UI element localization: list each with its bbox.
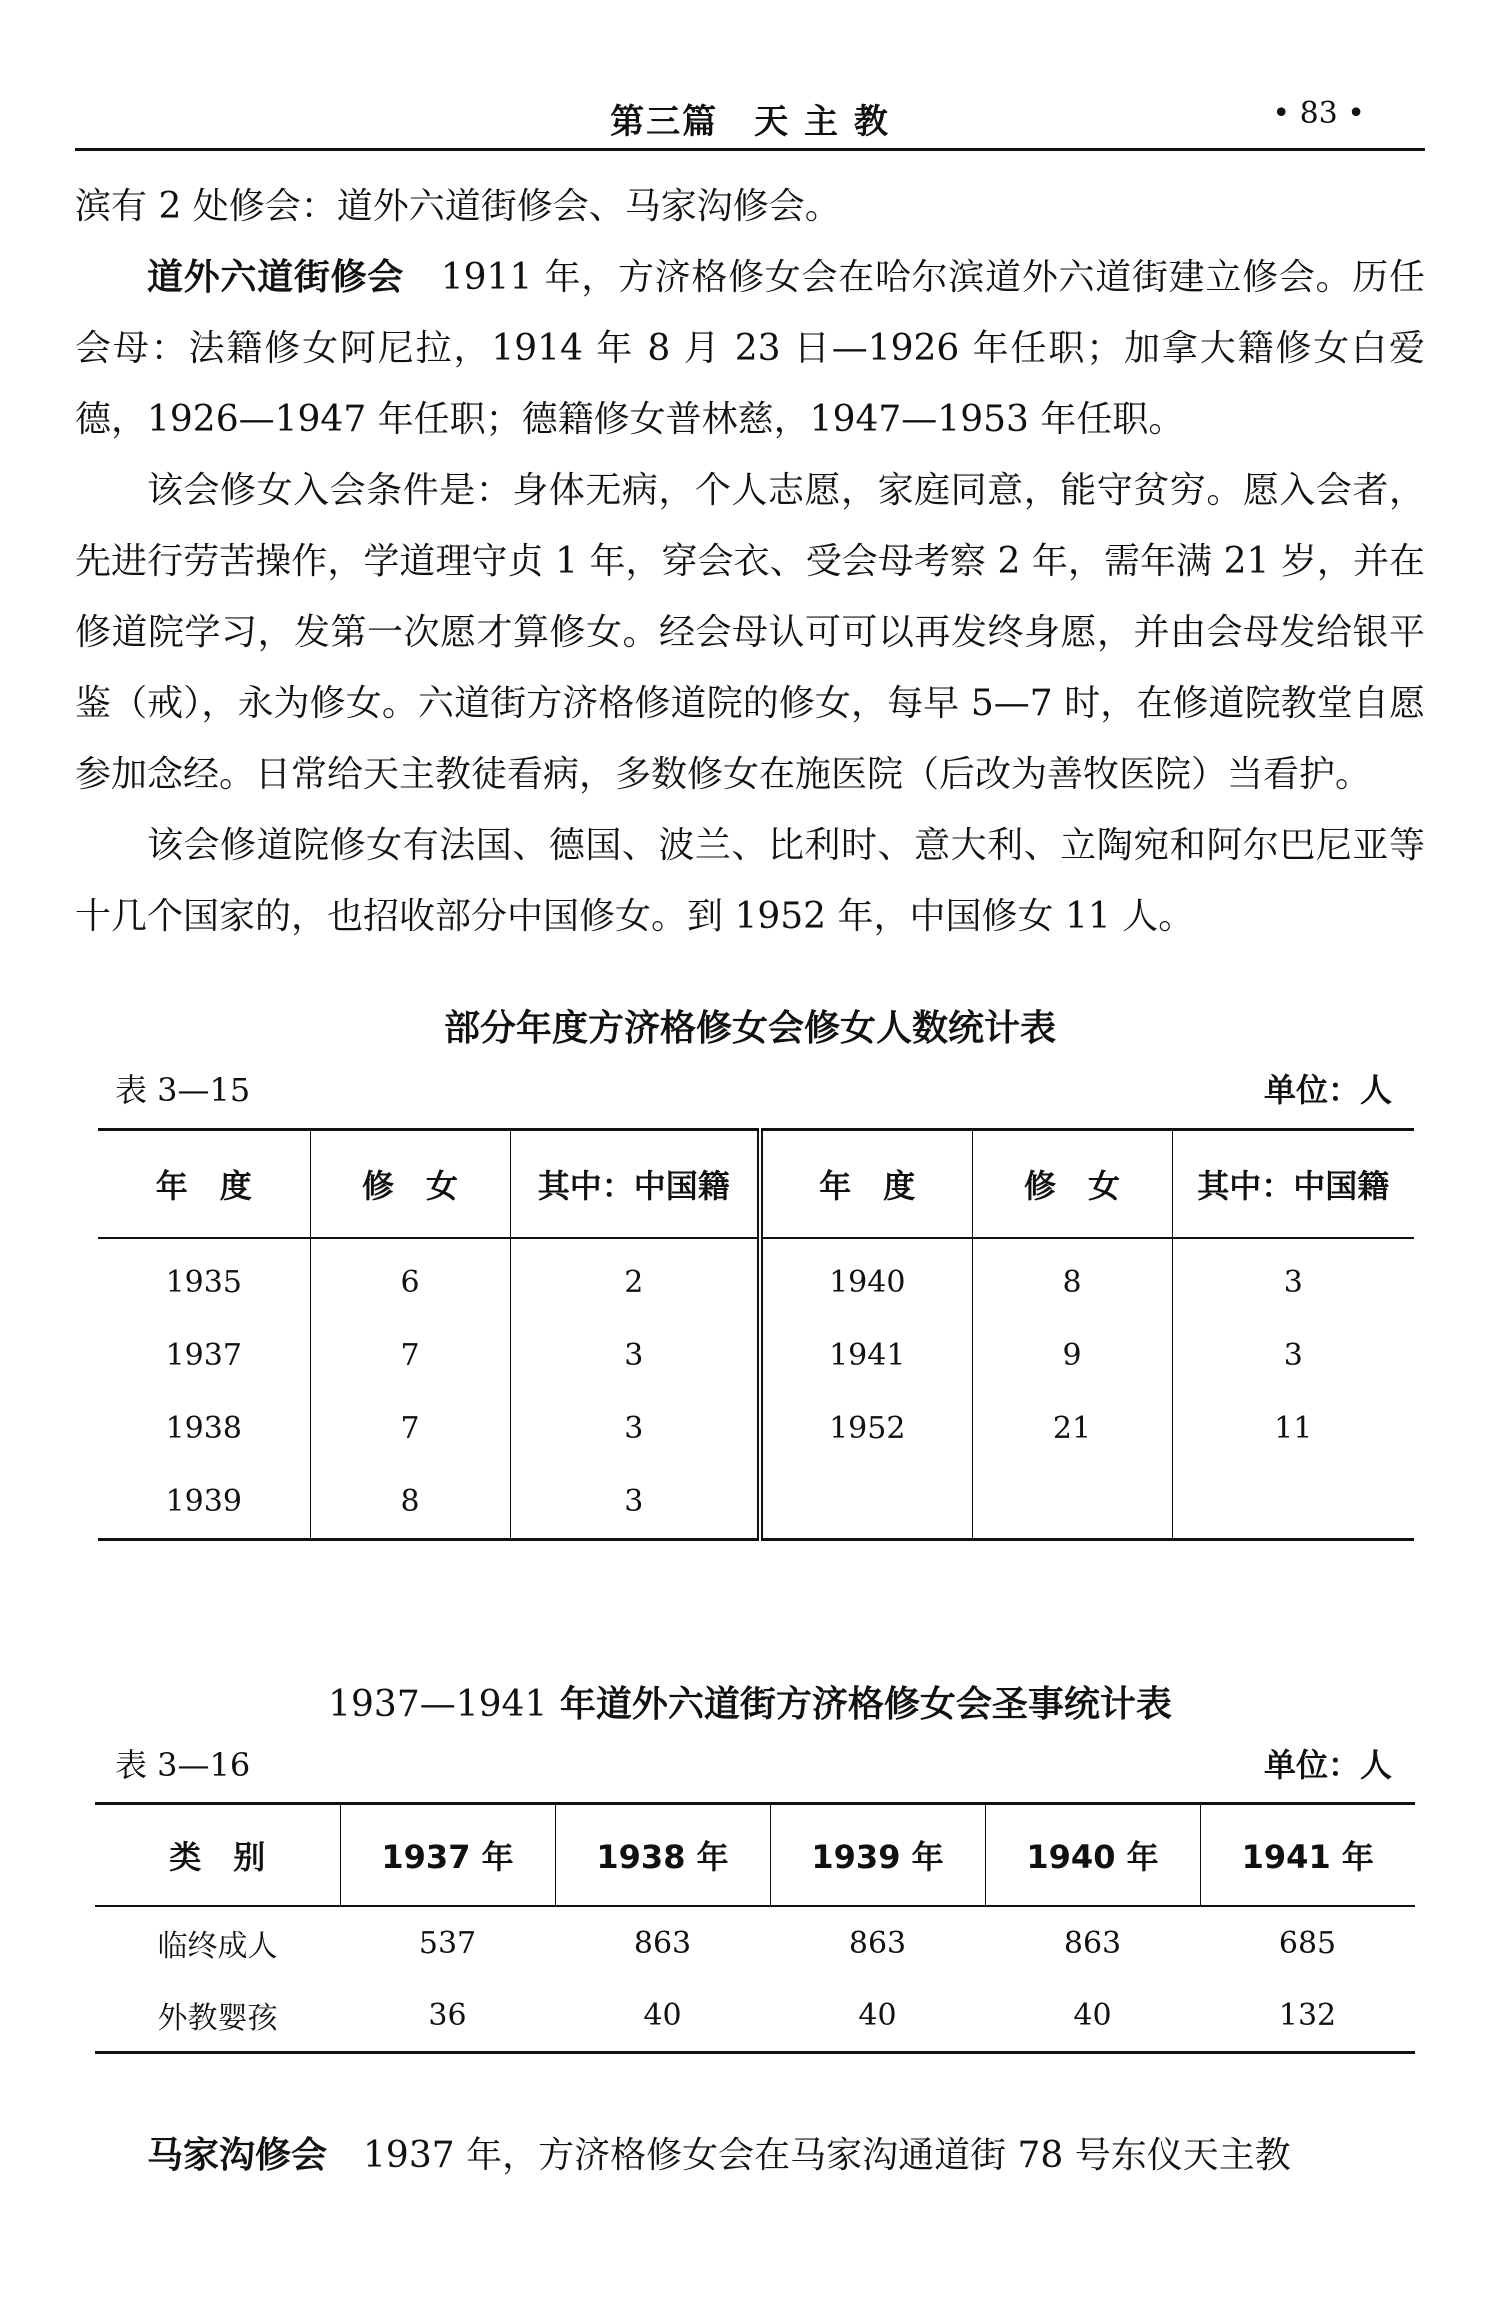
col-header-1939: 1939 年 xyxy=(770,1804,985,1907)
table1-unit: 单位：人 xyxy=(1263,1071,1392,1109)
table-cell: 3 xyxy=(510,1319,760,1392)
table-cell: 1941 xyxy=(760,1319,972,1392)
table-sacraments xyxy=(95,1802,1415,2054)
paragraph-5 xyxy=(75,2120,1425,2191)
page-number: • 83 • xyxy=(1272,96,1365,131)
section-heading-daowai: 道外六道街修会 xyxy=(147,257,405,298)
paragraph-3 xyxy=(75,455,1425,810)
table1-header-row xyxy=(98,1130,1414,1239)
table-cell: 2 xyxy=(510,1238,760,1319)
table-cell: 6 xyxy=(310,1238,510,1319)
table2-title-text: 年道外六道街方济格修女会圣事统计表 xyxy=(547,1684,1172,1725)
col-header-chinese: 其中：中国籍 xyxy=(510,1130,760,1239)
table-cell: 3 xyxy=(510,1465,760,1540)
table2-title-years: 1937—1941 xyxy=(328,1684,548,1725)
table-cell xyxy=(972,1465,1172,1540)
table-cell: 132 xyxy=(1278,1997,1337,2033)
table-cell: 3 xyxy=(510,1392,760,1465)
table-cell: 21 xyxy=(972,1392,1172,1465)
table-row xyxy=(98,1465,1414,1540)
section-heading-majiagou: 马家沟修会 xyxy=(147,2135,328,2176)
paragraph-1 xyxy=(75,171,1425,242)
col-header-1938: 1938 年 xyxy=(555,1804,770,1907)
col-header-1941: 1941 年 xyxy=(1200,1804,1415,1907)
table-cell: 1939 xyxy=(165,1484,242,1519)
table-cell xyxy=(1172,1465,1414,1540)
table2-header-row xyxy=(95,1804,1415,1907)
table-row xyxy=(95,1979,1415,2053)
table-cell: 临终成人 xyxy=(157,1929,278,1964)
table-cell: 863 xyxy=(633,1925,692,1961)
table-cell: 1937 xyxy=(165,1338,242,1373)
table-cell: 8 xyxy=(972,1238,1172,1319)
table-cell: 8 xyxy=(310,1465,510,1540)
table-cell: 3 xyxy=(1172,1238,1414,1319)
body-upper xyxy=(75,171,1425,952)
table-cell: 1938 xyxy=(165,1411,242,1446)
table-cell: 1935 xyxy=(165,1265,242,1300)
table2-title xyxy=(0,1676,1500,1727)
table-cell: 40 xyxy=(858,1997,897,2033)
table-cell: 1940 xyxy=(760,1238,972,1319)
running-title: 第三篇 天 主 教 xyxy=(610,102,890,142)
col-header-nuns: 修 女 xyxy=(310,1130,510,1239)
col-header-1940: 1940 年 xyxy=(985,1804,1200,1907)
table-cell: 863 xyxy=(1063,1925,1122,1961)
table-row xyxy=(98,1238,1414,1319)
table-cell: 40 xyxy=(643,1997,682,2033)
paragraph-1-text: 滨有 2 处修会：道外六道街修会、马家沟修会。 xyxy=(75,186,841,227)
col-header-chinese-2: 其中：中国籍 xyxy=(1172,1130,1414,1239)
table-cell: 685 xyxy=(1278,1925,1337,1961)
table2-label: 表 3—16 xyxy=(115,1746,251,1784)
table1-title: 部分年度方济格修女会修女人数统计表 xyxy=(443,1008,1056,1049)
table-cell: 11 xyxy=(1172,1392,1414,1465)
table-cell: 863 xyxy=(848,1925,907,1961)
col-header-category: 类 别 xyxy=(95,1804,340,1907)
col-header-year-2: 年 度 xyxy=(760,1130,972,1239)
paragraph-4-text: 该会修道院修女有法国、德国、波兰、比利时、意大利、立陶宛和阿尔巴尼亚等十几个国家的，也招收部分中国修女。到 1952 年，中国修女 11 人。 xyxy=(75,825,1425,937)
page-header xyxy=(75,88,1425,151)
table1-label: 表 3—15 xyxy=(115,1071,251,1109)
table-cell: 7 xyxy=(310,1319,510,1392)
table-cell: 1952 xyxy=(760,1392,972,1465)
table-cell: 7 xyxy=(310,1392,510,1465)
table-row xyxy=(98,1319,1414,1392)
table-cell: 3 xyxy=(1172,1319,1414,1392)
table-cell: 36 xyxy=(428,1997,467,2033)
paragraph-4 xyxy=(75,810,1425,952)
col-header-1937: 1937 年 xyxy=(340,1804,555,1907)
table-cell xyxy=(760,1465,972,1540)
table-row xyxy=(98,1392,1414,1465)
table2-unit: 单位：人 xyxy=(1263,1746,1392,1784)
col-header-nuns-2: 修 女 xyxy=(972,1130,1172,1239)
table-cell: 40 xyxy=(1073,1997,1112,2033)
paragraph-2 xyxy=(75,242,1425,455)
table-row xyxy=(95,1906,1415,1979)
table-nun-counts xyxy=(98,1128,1414,1541)
table-cell: 537 xyxy=(418,1925,477,1961)
paragraph-3-text: 该会修女入会条件是：身体无病，个人志愿，家庭同意，能守贫穷。愿入会者，先进行劳苦操作，学道理守贞 1 年，穿会衣、受会母考察 2 年，需年满 21 岁，并在修道院学习，发第一次愿才算修女。经会母认可可以再发终身愿，并由会母发给银平鉴（戒），永为修女。六道街方济格修道院的修女，每早 5—7 时，在修道院教堂自愿参加念经。日常给天主教徒看病，多数修女在施医院（后改为善牧医院）当看护。 xyxy=(75,470,1425,795)
paragraph-5-text: 1937 年，方济格修女会在马家沟通道街 78 号东仪天主教 xyxy=(327,2135,1291,2176)
table-cell: 9 xyxy=(972,1319,1172,1392)
paragraph-2-text: 1911 年，方济格修女会在哈尔滨道外六道街建立修会。历任会母：法籍修女阿尼拉，1914 年 8 月 23 日—1926 年任职；加拿大籍修女白爱德，1926—1947 年任职；德籍修女普林慈，1947—1953 年任职。 xyxy=(75,257,1425,440)
body-lower xyxy=(75,2120,1425,2191)
col-header-year: 年 度 xyxy=(98,1130,310,1239)
table-cell: 外教婴孩 xyxy=(157,2001,278,2036)
